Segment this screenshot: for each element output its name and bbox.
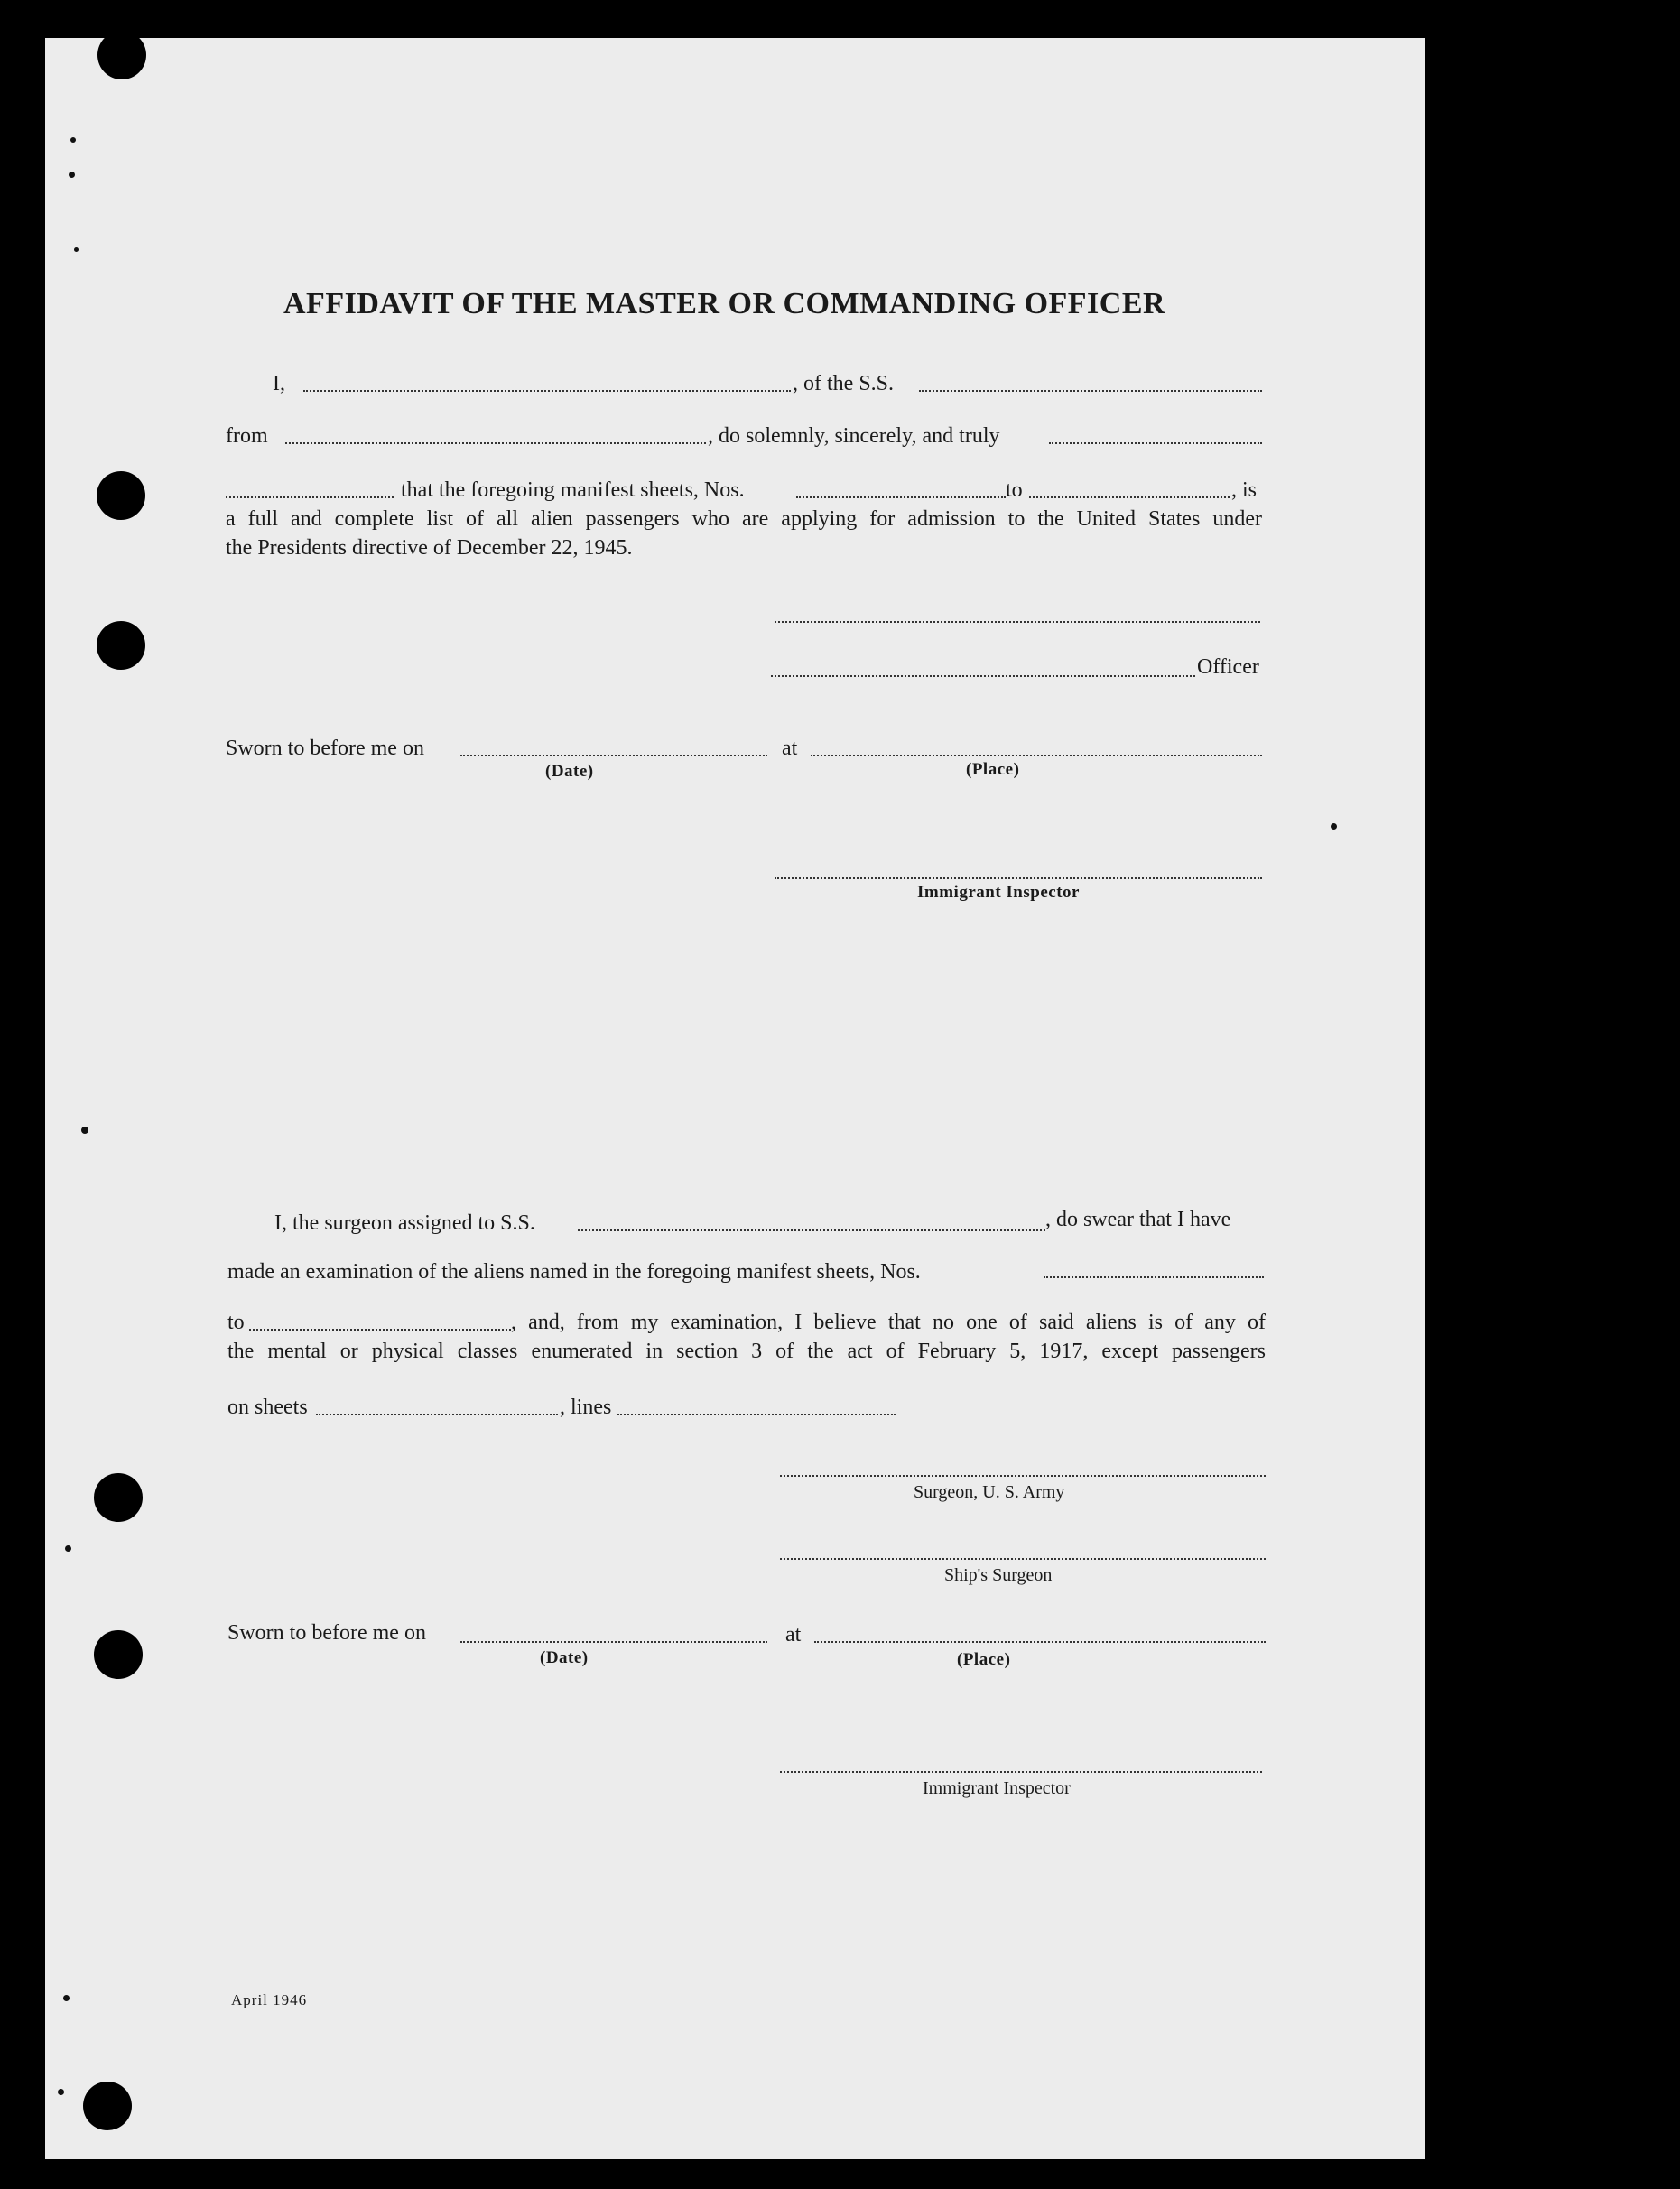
army-surgeon-signature-line[interactable] (780, 1475, 1266, 1477)
except-sheets-field[interactable] (316, 1414, 558, 1415)
place-caption-2: (Place) (957, 1650, 1011, 1669)
except-lines-field[interactable] (617, 1414, 896, 1415)
punch-hole (97, 31, 146, 79)
inspector-signature-line[interactable] (775, 877, 1262, 879)
label-do-swear: , do swear that I have (1045, 1208, 1231, 1231)
speck (69, 172, 75, 178)
sworn-date-field[interactable] (460, 755, 767, 756)
master-name-field[interactable] (303, 390, 791, 392)
sworn-label: Sworn to before me on (226, 737, 424, 760)
sworn-label-2: Sworn to before me on (227, 1621, 426, 1645)
label-from: from (226, 424, 268, 448)
label-i: I, (273, 372, 285, 395)
punch-hole (97, 621, 145, 670)
master-statement-line: the Presidents directive of December 22, 1945. (226, 536, 633, 560)
sheets-from-field[interactable] (796, 496, 1006, 498)
inspector-caption-2: Immigrant Inspector (923, 1778, 1071, 1798)
officer-label: Officer (1197, 655, 1259, 679)
army-surgeon-caption: Surgeon, U. S. Army (914, 1482, 1065, 1502)
ship-surgeon-signature-line[interactable] (780, 1558, 1266, 1560)
at-label-2: at (785, 1623, 802, 1646)
date-caption-2: (Date) (540, 1648, 589, 1667)
oath-word-field[interactable] (226, 496, 394, 498)
label-surgeon-to: to (227, 1311, 245, 1334)
label-examination: made an examination of the aliens named in the foregoing manifest sheets, Nos. (227, 1260, 921, 1284)
speck (63, 1995, 70, 2001)
ship-name-field[interactable] (919, 390, 1262, 392)
inspector-signature-line-2[interactable] (780, 1771, 1262, 1773)
date-caption: (Date) (545, 762, 594, 781)
label-to: to (1006, 478, 1023, 502)
from-port-field[interactable] (285, 442, 706, 444)
label-surgeon-assigned: I, the surgeon assigned to S.S. (274, 1211, 535, 1235)
sheets-to-field[interactable] (1029, 496, 1230, 498)
speck (58, 2089, 64, 2095)
label-do-solemnly: , do solemnly, sincerely, and truly (708, 424, 1000, 448)
surgeon-sheets-from-field[interactable] (1044, 1276, 1264, 1278)
label-on-sheets: on sheets (227, 1396, 308, 1419)
form-sheet (45, 38, 1425, 2159)
place-caption: (Place) (966, 760, 1020, 779)
label-manifest-sheets: that the foregoing manifest sheets, Nos. (401, 478, 745, 502)
label-classes: the mental or physical classes enumerated in section 3 of the act of February 5, 1917, except passengers (227, 1340, 1266, 1363)
ship-surgeon-caption: Ship's Surgeon (944, 1565, 1053, 1585)
surgeon-ship-field[interactable] (578, 1229, 1045, 1231)
punch-hole (97, 471, 145, 520)
oath-field[interactable] (1049, 442, 1262, 444)
officer-signature-line-2[interactable] (771, 675, 1195, 677)
punch-hole (83, 2082, 132, 2130)
speck (74, 247, 79, 252)
punch-hole (94, 1473, 143, 1522)
label-from-examination: , and, from my examination, I believe that no one of said aliens is of any of (511, 1311, 1266, 1334)
speck (70, 137, 76, 143)
sworn-place-field-2[interactable] (814, 1641, 1266, 1643)
punch-hole (94, 1630, 143, 1679)
footer-date: April 1946 (231, 1991, 308, 2008)
officer-signature-line-1[interactable] (775, 621, 1260, 623)
label-is: , is (1231, 478, 1258, 502)
form-title: AFFIDAVIT OF THE MASTER OR COMMANDING OFFICER (283, 287, 1166, 320)
sworn-place-field[interactable] (811, 755, 1262, 756)
label-of-ss: , of the S.S. (793, 372, 895, 395)
inspector-caption: Immigrant Inspector (917, 883, 1080, 902)
at-label: at (782, 737, 798, 760)
speck (81, 1127, 88, 1134)
surgeon-sheets-to-field[interactable] (249, 1329, 511, 1331)
label-lines: , lines (560, 1396, 612, 1419)
speck (65, 1545, 71, 1552)
master-statement-line: a full and complete list of all alien passengers who are applying for admission to the United States under (226, 507, 1262, 531)
speck (1331, 823, 1337, 830)
sworn-date-field-2[interactable] (460, 1641, 767, 1643)
